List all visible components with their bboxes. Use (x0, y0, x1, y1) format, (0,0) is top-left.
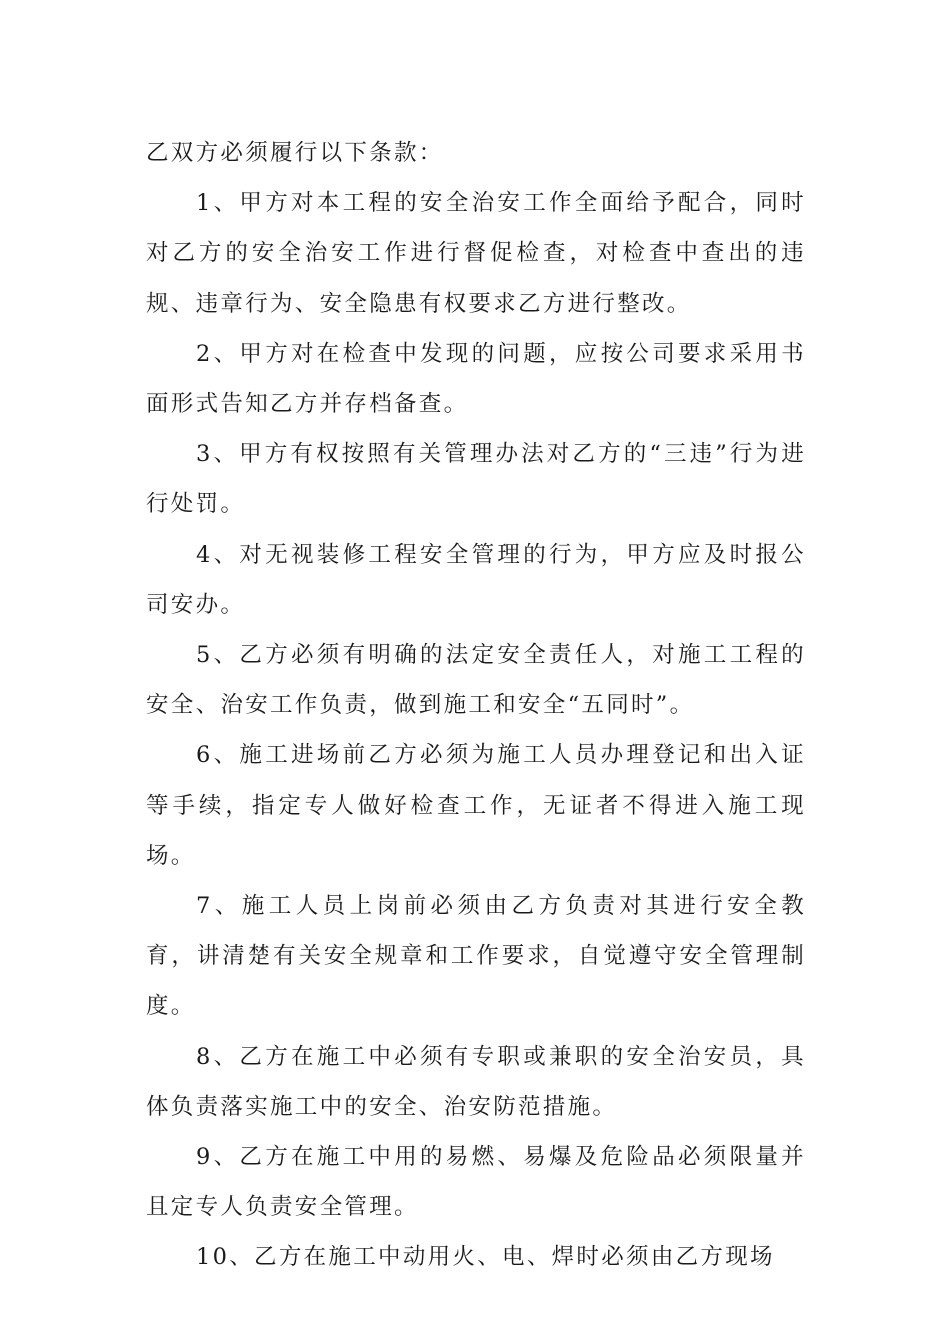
clause-2: 2、甲方对在检查中发现的问题，应按公司要求采用书面形式告知乙方并存档备查。 (146, 340, 806, 418)
clause-9: 9、乙方在施工中用的易燃、易爆及危险品必须限量并且定专人负责安全管理。 (146, 1144, 806, 1221)
clause-7: 7、施工人员上岗前必须由乙方负责对其进行安全教育，讲清楚有关安全规章和工作要求，自觉遵守安全管理制度。 (146, 893, 806, 1020)
clause-4: 4、对无视装修工程安全管理的行为，甲方应及时报公司安办。 (146, 541, 806, 618)
document-body (146, 128, 806, 1283)
clause-8: 8、乙方在施工中必须有专职或兼职的安全治安员，具体负责落实施工中的安全、治安防范措施。 (146, 1043, 806, 1120)
clause-10: 10、乙方在施工中动用火、电、焊时必须由乙方现场 (196, 1244, 775, 1271)
clause-5: 5、乙方必须有明确的法定安全责任人，对施工工程的安全、治安工作负责，做到施工和安全“五同时”。 (146, 642, 806, 719)
clause-3: 3、甲方有权按照有关管理办法对乙方的“三违”行为进行处罚。 (146, 441, 806, 518)
clause-6: 6、施工进场前乙方必须为施工人员办理登记和出入证等手续，指定专人做好检查工作，无证者不得进入施工现场。 (146, 742, 806, 869)
paragraph-intro: 乙双方必须履行以下条款： (146, 140, 444, 166)
clause-1: 1、甲方对本工程的安全治安工作全面给予配合，同时对乙方的安全治安工作进行督促检查，对检查中查出的违规、违章行为、安全隐患有权要求乙方进行整改。 (146, 190, 806, 317)
